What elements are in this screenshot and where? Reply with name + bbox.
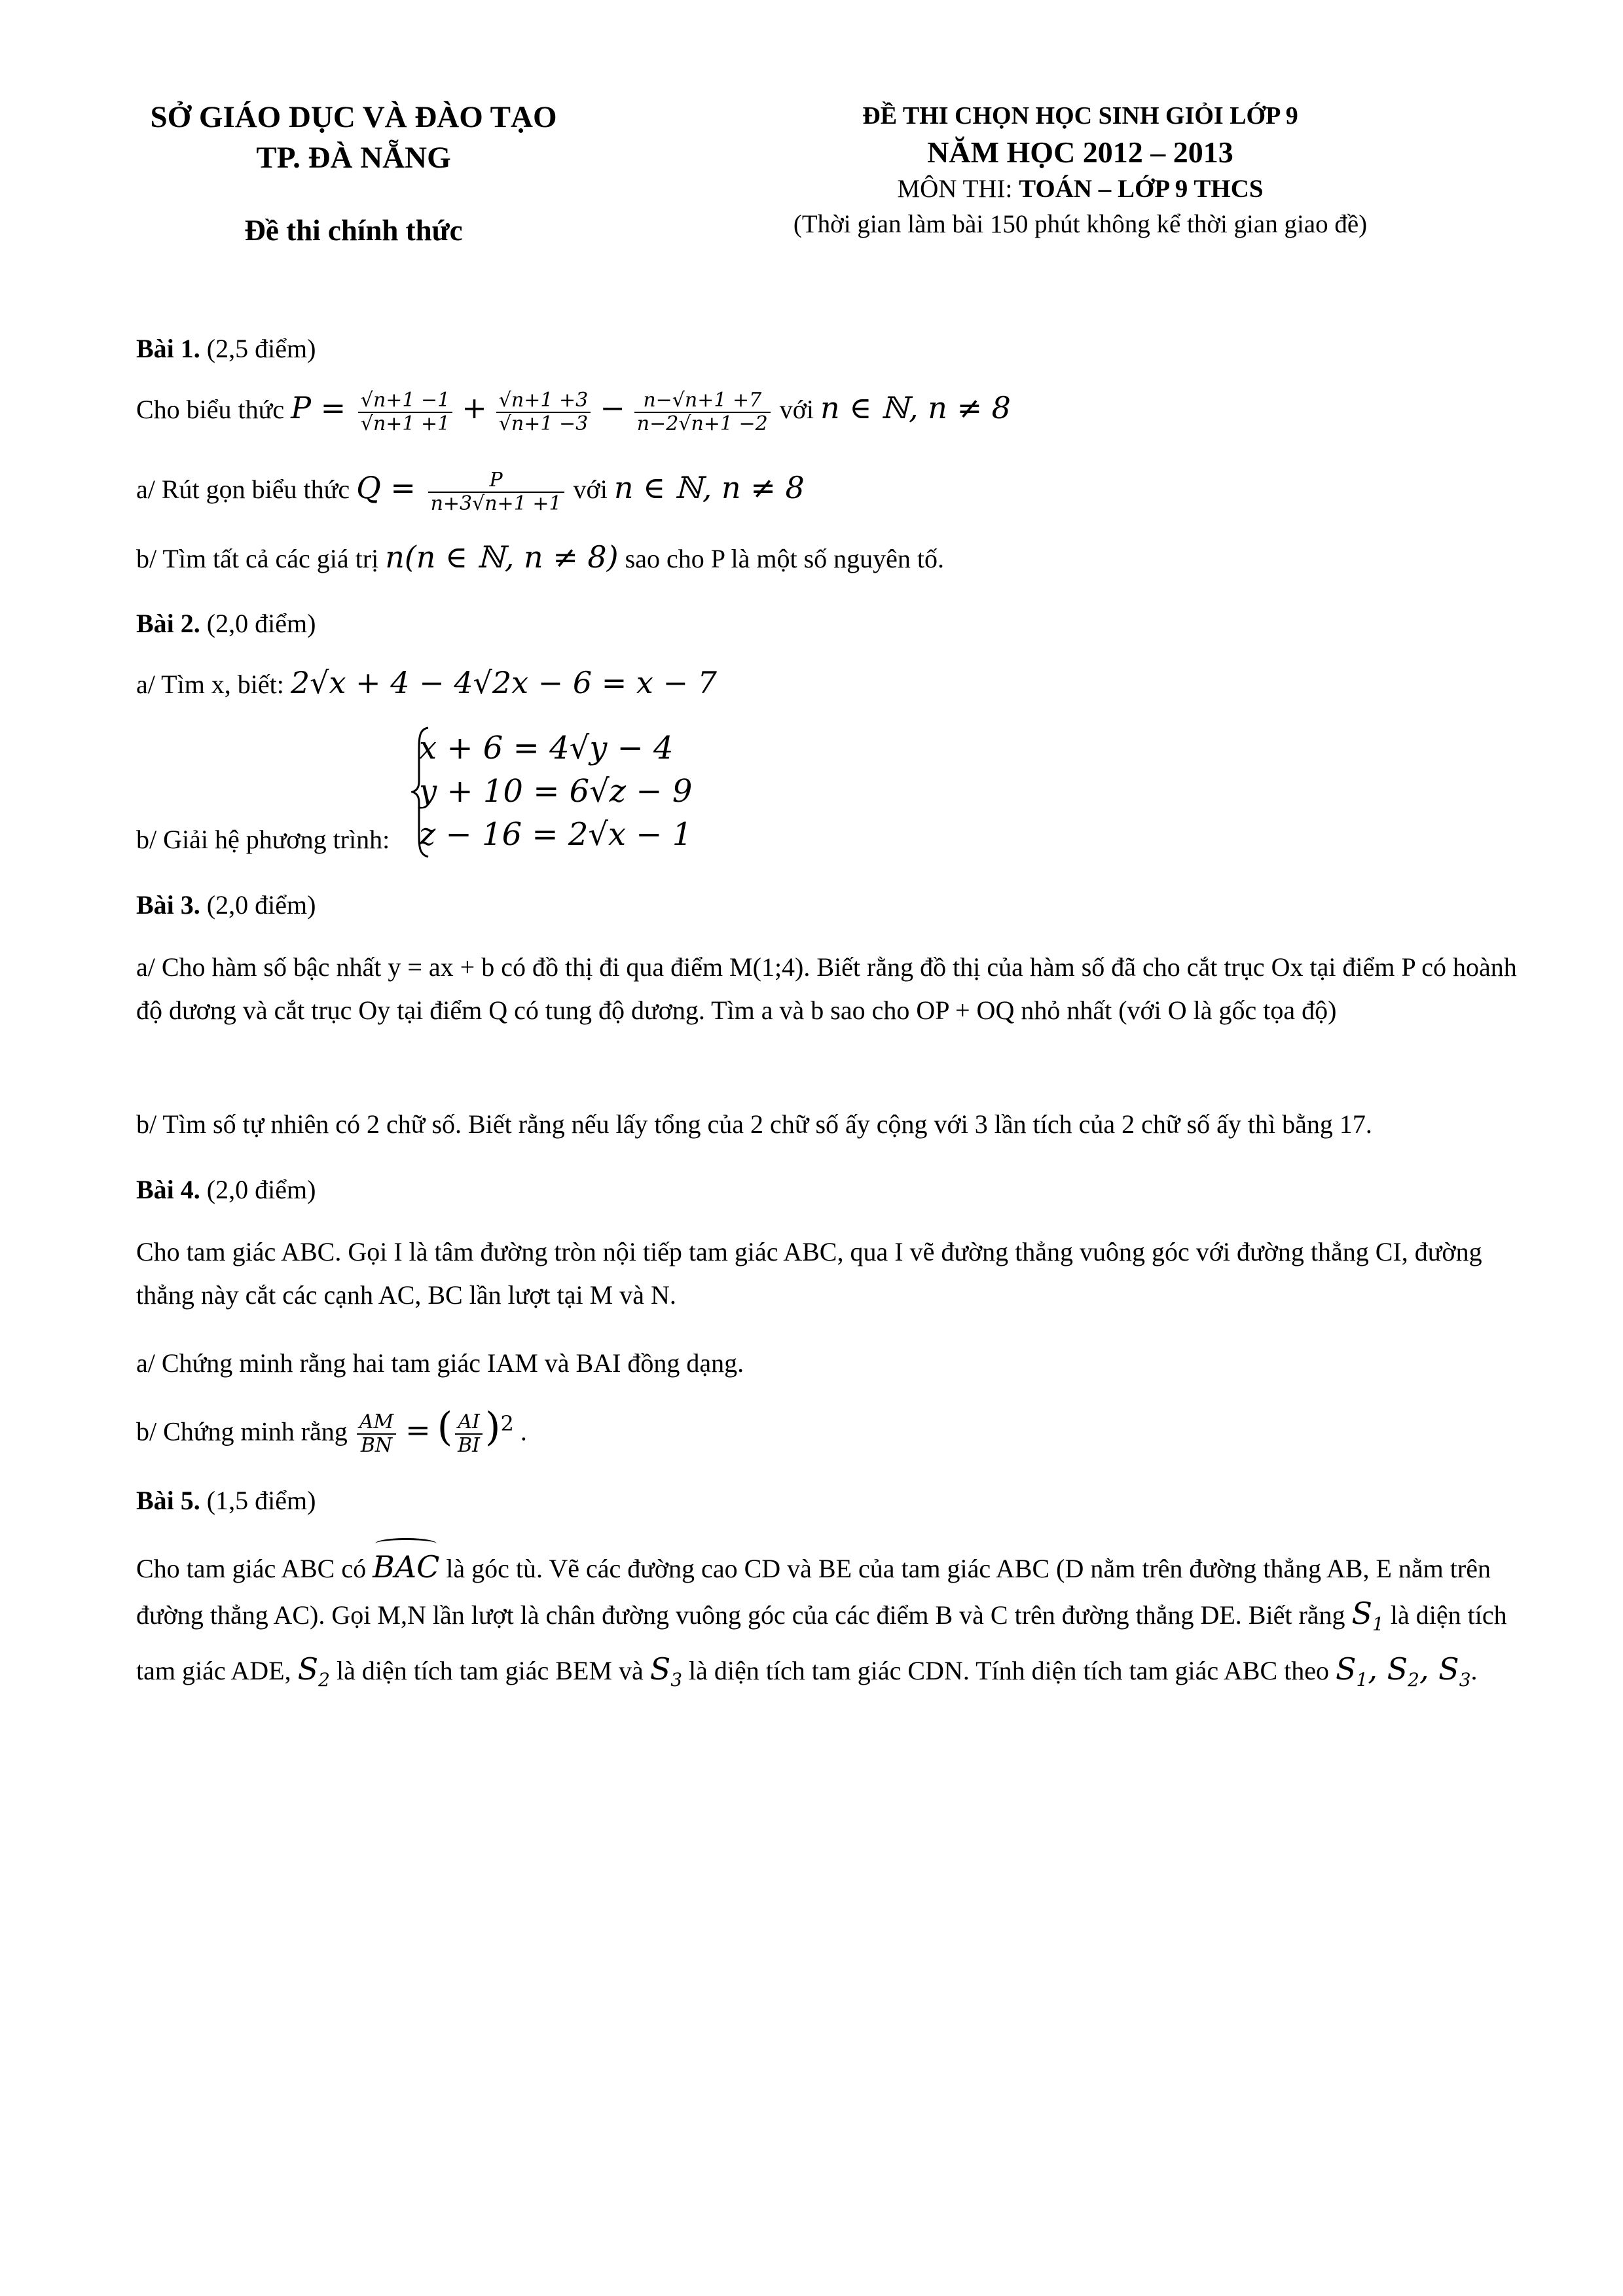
header-left: [131, 97, 576, 250]
p-f1-den: √n+1 +1: [360, 412, 450, 435]
time-note: (Thời gian làm bài 150 phút không kể thời gian giao đề): [793, 210, 1368, 238]
problem-4b-tail: .: [513, 1416, 527, 1446]
with-word: với: [779, 395, 821, 424]
problem-3a: a/ Cho hàm số bậc nhất y = ax + b có đồ thị đi qua điểm M(1;4). Biết rằng đồ thị của hàm số đã cho cắt trục Ox tại điểm P có hoành độ dương và cắt trục Oy tại điểm Q có tung độ dương. Tìm a và b sao cho OP + OQ nhỏ nhất (với O là gốc tọa độ): [136, 952, 1517, 1025]
q-num: P: [428, 469, 564, 493]
problem-1b-text: b/ Tìm tất cả các giá trị: [136, 544, 379, 573]
exam-title: ĐỀ THI CHỌN HỌC SINH GIỎI LỚP 9: [862, 102, 1298, 130]
problem-2a-equation: 2√x + 4 − 4√2x − 6 = x − 7: [290, 665, 717, 700]
problem-2-title: Bài 2.: [136, 609, 200, 638]
ai-num: AI: [455, 1411, 483, 1435]
problem-5-title: Bài 5.: [136, 1486, 200, 1515]
angle-bac: BAC: [373, 1545, 439, 1589]
problem-1-intro: Cho biểu thức: [136, 395, 285, 424]
s-list: $S_1$, $S_2$, $S_3$: [1336, 1651, 1471, 1691]
problem-1-expression: Cho biểu thức P = $\frac{√n+1 -1}{√n+1 +1}$ + $\frac{√n+1 +3}{√n+1 -3}$ − $\frac{n-√n+1 +7}{n-2√n+1 -2}$ với n ∈ ℕ, n ≠ 8: [136, 388, 1011, 435]
problem-4-intro: Cho tam giác ABC. Gọi I là tâm đường tròn nội tiếp tam giác ABC, qua I vẽ đường thẳng vuông góc với đường thẳng CI, đường thẳng này cắt các cạnh AC, BC lần lượt tại M và N.: [136, 1237, 1482, 1310]
problem-5-heading: [136, 1479, 1518, 1522]
s1-symbol: $S_1$: [1351, 1596, 1384, 1636]
problem-1b-tail: sao cho P là một số nguyên tố.: [625, 544, 945, 573]
problem-4a: a/ Chứng minh rằng hai tam giác IAM và BAI đồng dạng.: [136, 1348, 744, 1378]
q-fraction: [428, 469, 564, 515]
problem-4-points: (2,0 điểm): [200, 1175, 316, 1204]
subject-line: [714, 171, 1447, 207]
problem-5-part3: là diện tích tam giác ADE,: [136, 1600, 1507, 1686]
problem-3-points: (2,0 điểm): [200, 890, 316, 920]
with-word-2: với: [573, 475, 614, 504]
problem-2b: [136, 818, 1518, 861]
p-lhs: P =: [291, 390, 356, 425]
p-f2-num: √n+1 +3: [496, 389, 591, 413]
problem-1-points: (2,5 điểm): [200, 334, 316, 363]
problem-2b-text: b/ Giải hệ phương trình:: [136, 825, 390, 854]
problem-2-points: (2,0 điểm): [200, 609, 316, 638]
am-bn-fraction: [357, 1411, 396, 1457]
q-condition: n ∈ ℕ, n ≠ 8: [613, 470, 805, 505]
system-eq-1: x + 6 = 4√y − 4: [419, 730, 674, 766]
problem-2a: [136, 661, 1518, 706]
department-name: SỞ GIÁO DỤC VÀ ĐÀO TẠO: [150, 100, 557, 134]
problem-3-heading: [136, 884, 1518, 927]
s3-symbol: $S_3$: [649, 1651, 683, 1691]
problem-5-text: [136, 1545, 1518, 1702]
problem-5-end: .: [1470, 1656, 1478, 1686]
p-fraction-1: [358, 389, 452, 435]
city-name: TP. ĐÀ NẴNG: [256, 141, 451, 175]
problem-1b: [136, 535, 1518, 581]
bi-den: BI: [458, 1434, 481, 1458]
problem-2a-text: a/ Tìm x, biết:: [136, 670, 291, 699]
problem-5-part1: Cho tam giác ABC có: [136, 1554, 373, 1583]
p-fraction-3: [634, 389, 771, 435]
subject-label: MÔN THI:: [897, 175, 1019, 203]
problem-5-points: (1,5 điểm): [200, 1486, 316, 1515]
problem-1a: [136, 458, 1518, 519]
problem-2-heading: [136, 602, 1518, 645]
problem-1-heading: [136, 327, 1518, 370]
problem-5-part4: là diện tích tam giác BEM và: [329, 1656, 650, 1686]
p-f3-num: n−√n+1 +7: [634, 389, 771, 413]
problem-4-title: Bài 4.: [136, 1175, 200, 1204]
problem-1a-text: a/ Rút gọn biểu thức: [136, 475, 350, 504]
subject-name: TOÁN – LỚP 9 THCS: [1019, 175, 1264, 203]
problem-3b: b/ Tìm số tự nhiên có 2 chữ số. Biết rằng nếu lấy tổng của 2 chữ số ấy cộng với 3 lần tích của 2 chữ số ấy thì bằng 17.: [136, 1109, 1372, 1139]
problem-4-heading: [136, 1168, 1518, 1211]
p-f1-num: √n+1 −1: [358, 389, 452, 413]
p-f3-den: n−2√n+1 −2: [636, 412, 768, 435]
problem-5-part2: là góc tù. Vẽ các đường cao CD và BE của tam giác ABC (D nằm trên đường thẳng AB, E nằm trên đường thẳng AC). Gọi M,N lần lượt là chân đường vuông góc của các điểm B và C trên đường thẳng DE. Biết rằng: [136, 1554, 1491, 1630]
official-exam-label: Đề thi chính thức: [244, 214, 463, 247]
school-year: NĂM HỌC 2012 – 2013: [927, 135, 1233, 169]
problem-3-title: Bài 3.: [136, 890, 200, 920]
q-den: n+3√n+1 +1: [430, 492, 562, 515]
p-condition: n ∈ ℕ, n ≠ 8: [820, 390, 1011, 425]
problem-4b: b/ Chứng minh rằng $\frac{AM}{BN}$ = ( $\frac{AI}{BI}$ )$^2$ .: [136, 1404, 527, 1458]
am-num: AM: [357, 1411, 396, 1435]
system-eq-3: z − 16 = 2√x − 1: [419, 816, 693, 853]
header-right: [714, 98, 1447, 242]
system-eq-2: y + 10 = 6√z − 9: [419, 773, 693, 810]
p-f2-den: √n+1 −3: [498, 412, 589, 435]
q-lhs: Q =: [356, 470, 426, 505]
s2-symbol: $S_2$: [297, 1651, 330, 1691]
problem-5-part5: là diện tích tam giác CDN. Tính diện tích tam giác ABC theo: [682, 1656, 1336, 1686]
bn-den: BN: [360, 1434, 393, 1458]
problem-4b-text: b/ Chứng minh rằng: [136, 1416, 348, 1446]
problem-1b-condition: n(n ∈ ℕ, n ≠ 8): [385, 539, 619, 575]
ai-bi-fraction: [455, 1411, 483, 1457]
problem-1-title: Bài 1.: [136, 334, 200, 363]
p-fraction-2: [496, 389, 591, 435]
